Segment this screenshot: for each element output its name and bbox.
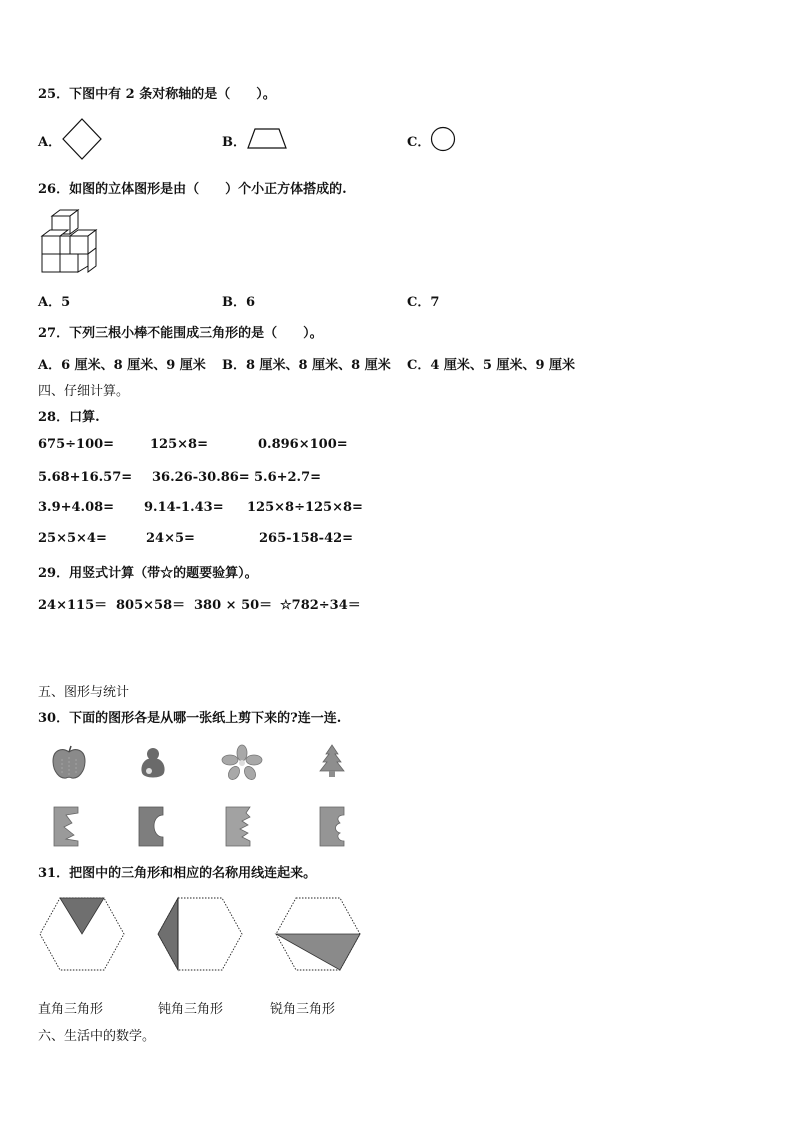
diamond-icon [62, 118, 102, 160]
q25-option-a-label: A． [38, 135, 62, 150]
q27-option-b: B．8 厘米、8 厘米、8 厘米 [222, 358, 391, 373]
section-4-heading: 四、仔细计算。 [38, 384, 130, 399]
vertical-calc-item: 805×58＝ [116, 598, 186, 613]
calc-item: 265-158-42= [259, 531, 354, 546]
q29-title: 29．用竖式计算（带☆的题要验算）。 [38, 566, 258, 581]
vertical-calc-item: 380 × 50＝ [194, 598, 273, 613]
hexagon-obtuse-triangle [156, 896, 246, 974]
calc-item: 25×5×4= [38, 531, 107, 546]
q26-option-b: B．6 [222, 295, 256, 310]
q26-title: 26．如图的立体图形是由（ ）个小正方体搭成的. [38, 182, 347, 197]
section-5-heading: 五、图形与统计 [38, 685, 130, 700]
calc-item: 0.896×100= [258, 437, 348, 452]
calc-item: 24×5= [146, 531, 195, 546]
calc-item: 125×8÷125×8= [247, 500, 363, 515]
q26-option-a: A．5 [38, 295, 71, 310]
calc-item: 125×8= [150, 437, 208, 452]
q27-option-c: C．4 厘米、5 厘米、9 厘米 [407, 358, 576, 373]
circle-icon [430, 126, 456, 152]
vertical-calc-item: 24×115＝ [38, 598, 108, 613]
q28-title: 28．口算. [38, 410, 100, 425]
calc-item: 5.68+16.57= [38, 470, 133, 485]
gourd-icon [138, 745, 168, 781]
label-acute-triangle: 锐角三角形 [270, 1002, 336, 1017]
tree-icon [316, 744, 348, 780]
q30-title: 30．下面的图形各是从哪一张纸上剪下来的?连一连. [38, 711, 342, 726]
q26-option-c: C．7 [407, 295, 440, 310]
calc-item: 36.26-30.86= [152, 470, 250, 485]
hexagon-acute-triangle [274, 896, 364, 974]
calc-item: 675÷100= [38, 437, 115, 452]
calc-item: 9.14-1.43= [144, 500, 224, 515]
hexagon-right-triangle [38, 896, 128, 974]
label-right-triangle: 直角三角形 [38, 1002, 104, 1017]
q31-title: 31．把图中的三角形和相应的名称用线连起来。 [38, 866, 317, 881]
q25-option-c-label: C． [407, 135, 431, 150]
q27-title: 27．下列三根小棒不能围成三角形的是（ ）。 [38, 326, 323, 341]
q25-title: 25．下图中有 2 条对称轴的是（ ）。 [38, 87, 276, 102]
section-6-heading: 六、生活中的数学。 [38, 1029, 156, 1044]
flower-icon [222, 745, 262, 781]
paper-cutout-3 [224, 805, 254, 847]
paper-cutout-4 [318, 805, 348, 847]
apple-icon [50, 745, 88, 781]
paper-cutout-2 [137, 805, 167, 847]
calc-item: 5.6+2.7= [254, 470, 322, 485]
calc-item: 3.9+4.08= [38, 500, 115, 515]
q27-option-a: A．6 厘米、8 厘米、9 厘米 [38, 358, 206, 373]
cube-stack-icon [38, 208, 94, 276]
trapezoid-icon [246, 128, 288, 150]
paper-cutout-1 [52, 805, 82, 847]
vertical-calc-item: ☆782÷34＝ [280, 598, 361, 613]
q25-option-b-label: B． [222, 135, 246, 150]
label-obtuse-triangle: 钝角三角形 [158, 1002, 224, 1017]
